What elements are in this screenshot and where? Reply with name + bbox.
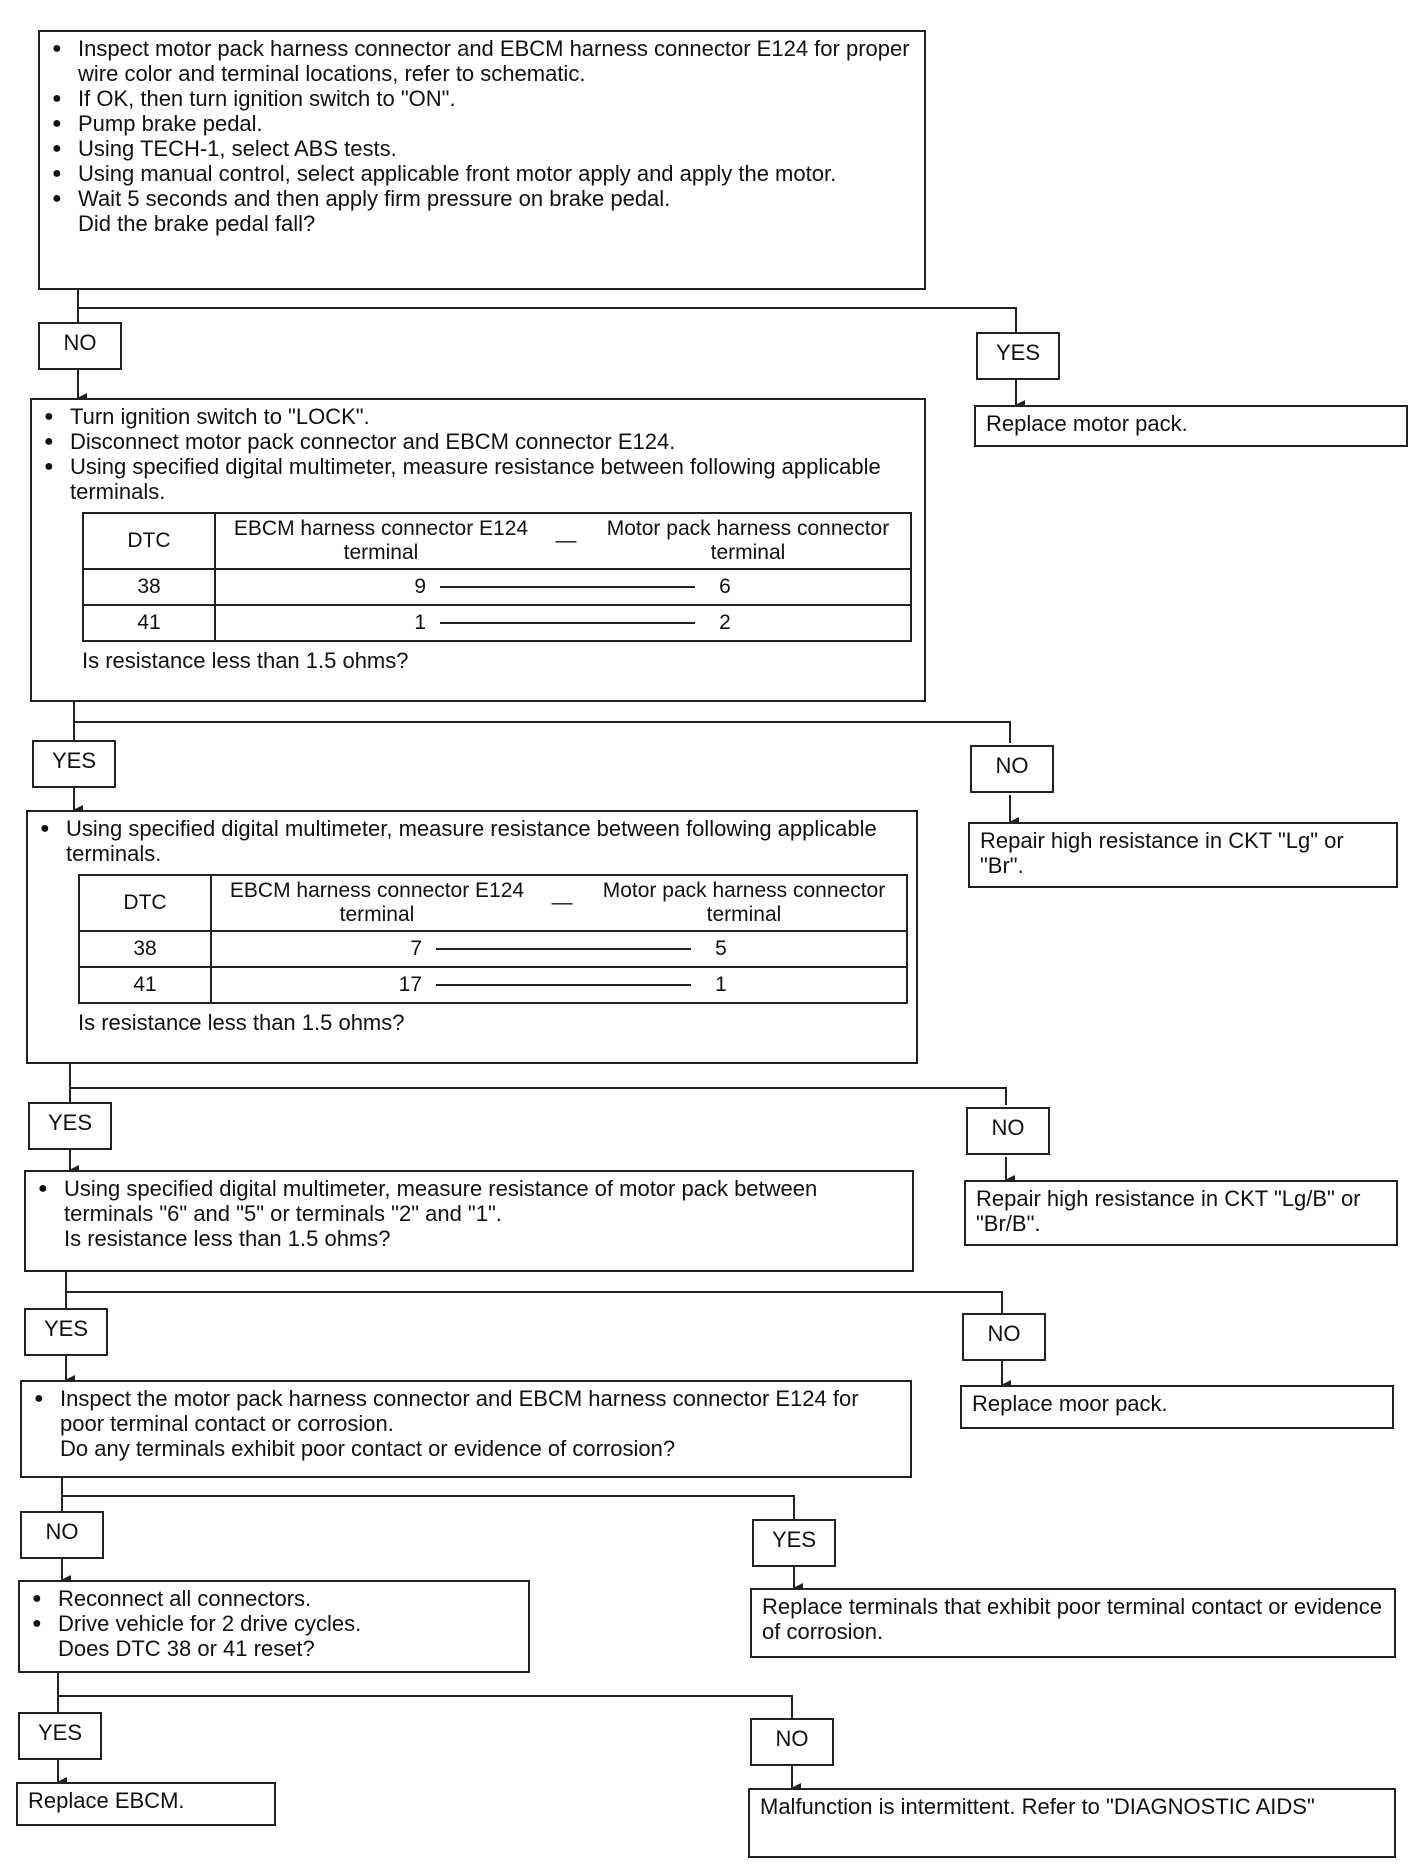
step2-row2-dtc: 41 [83, 605, 215, 641]
step3-col-dtc: DTC [79, 875, 211, 931]
step6-question: Does DTC 38 or 41 reset? [58, 1636, 315, 1661]
step6-box [18, 1580, 530, 1673]
step3-question: Is resistance less than 1.5 ohms? [78, 1010, 405, 1035]
step3-no-label: NO [966, 1107, 1050, 1155]
step5-yes-result [750, 1588, 1396, 1658]
step1-yes-result-text: Replace motor pack. [986, 411, 1188, 436]
step4-no-label: NO [962, 1313, 1046, 1361]
step1-item: ● Using manual control, select applicable front motor apply and apply the motor. [50, 161, 914, 186]
step3-no-result-text: Repair high resistance in CKT "Lg/B" or "Br/B". [976, 1186, 1361, 1236]
table-row [79, 931, 907, 967]
step2-col-dtc: DTC [83, 513, 215, 569]
connector-step4-branch [66, 1272, 1002, 1313]
step3-col-ebcm: EBCM harness connector E124 terminal [229, 879, 525, 926]
step6-no-result-text: Malfunction is intermittent. Refer to "DIAGNOSTIC AIDS" [760, 1794, 1315, 1819]
step2-row1-motor: 6 [719, 575, 731, 598]
step2-row2-ebcm: 1 [414, 611, 426, 634]
step1-item: ● If OK, then turn ignition switch to "ON". [50, 86, 914, 111]
step2-no-label: NO [970, 745, 1054, 793]
step2-item: ● Using specified digital multimeter, measure resistance between following applicable terminals. [42, 454, 914, 504]
step1-box [38, 30, 926, 290]
step5-item: ● Inspect the motor pack harness connector and EBCM harness connector E124 for poor terminal contact or corrosion. [32, 1386, 900, 1436]
connector-step1-branch [78, 290, 1016, 336]
step2-row1-wire [440, 586, 695, 588]
step6-item: ● Drive vehicle for 2 drive cycles. [30, 1611, 518, 1636]
step4-box [24, 1170, 914, 1272]
step2-no-result [968, 822, 1398, 888]
step4-no-result-text: Replace moor pack. [972, 1391, 1168, 1416]
step3-terminal-table [78, 874, 908, 1004]
step6-no-label: NO [750, 1718, 834, 1766]
step2-box [30, 398, 926, 702]
step5-yes-result-text: Replace terminals that exhibit poor terminal contact or evidence of corrosion. [762, 1594, 1382, 1644]
step2-row2-wire [440, 622, 695, 624]
step6-item: ● Reconnect all connectors. [30, 1586, 518, 1611]
step3-row1-ebcm: 7 [410, 937, 422, 960]
step2-col-motor: Motor pack harness connector terminal [606, 517, 890, 564]
step3-row1-motor: 5 [715, 937, 727, 960]
step4-item: ● Using specified digital multimeter, measure resistance of motor pack between terminals "6" and "5" or terminals "2" and "1". [36, 1176, 902, 1226]
step6-yes-label: YES [18, 1712, 102, 1760]
step2-terminal-table [82, 512, 912, 642]
table-row [83, 605, 911, 641]
connector-step2-branch [74, 702, 1010, 743]
step2-row1-ebcm: 9 [414, 575, 426, 598]
step4-question: Is resistance less than 1.5 ohms? [64, 1226, 391, 1251]
step2-col-dash: — [555, 529, 577, 552]
step3-row1-dtc: 38 [79, 931, 211, 967]
step1-yes-result [974, 405, 1408, 447]
step5-no-label: NO [20, 1511, 104, 1559]
step3-row2-motor: 1 [715, 973, 727, 996]
step6-no-result [748, 1788, 1396, 1858]
table-row [83, 569, 911, 605]
step1-yes-label: YES [976, 332, 1060, 380]
step4-no-result [960, 1385, 1394, 1429]
step5-box [20, 1380, 912, 1478]
connector-step3-branch [70, 1064, 1006, 1105]
step6-yes-result-text: Replace EBCM. [28, 1788, 185, 1813]
table-row [79, 967, 907, 1003]
step3-item: ● Using specified digital multimeter, measure resistance between following applicable terminals. [38, 816, 906, 866]
connector-step6-branch [58, 1673, 792, 1718]
step5-question: Do any terminals exhibit poor contact or evidence of corrosion? [60, 1436, 676, 1461]
step2-item: ● Turn ignition switch to "LOCK". [42, 404, 914, 429]
step3-row1-wire [436, 948, 691, 950]
step6-yes-result [16, 1782, 276, 1826]
step3-box [26, 810, 918, 1064]
step3-row2-wire [436, 984, 691, 986]
step2-col-ebcm: EBCM harness connector E124 terminal [233, 517, 529, 564]
step2-question: Is resistance less than 1.5 ohms? [82, 648, 409, 673]
step2-no-result-text: Repair high resistance in CKT "Lg" or "Br". [980, 828, 1344, 878]
step3-yes-label: YES [28, 1102, 112, 1150]
step5-yes-label: YES [752, 1519, 836, 1567]
step4-yes-label: YES [24, 1308, 108, 1356]
step1-no-label: NO [38, 322, 122, 370]
step1-item: ● Wait 5 seconds and then apply firm pressure on brake pedal. [50, 186, 914, 211]
step3-row2-ebcm: 17 [398, 973, 422, 996]
step2-yes-label: YES [32, 740, 116, 788]
step3-row2-dtc: 41 [79, 967, 211, 1003]
step2-row2-motor: 2 [719, 611, 731, 634]
step1-item: ● Using TECH-1, select ABS tests. [50, 136, 914, 161]
step2-row1-dtc: 38 [83, 569, 215, 605]
step1-question: Did the brake pedal fall? [78, 211, 316, 236]
step1-item: ● Inspect motor pack harness connector and EBCM harness connector E124 for proper wire color and terminal locations, refer to schematic. [50, 36, 914, 86]
connector-step5-branch [62, 1478, 794, 1519]
step1-item: ● Pump brake pedal. [50, 111, 914, 136]
step3-col-dash: — [551, 891, 573, 914]
step3-no-result [964, 1180, 1398, 1246]
step3-col-motor: Motor pack harness connector terminal [602, 879, 886, 926]
step2-item: ● Disconnect motor pack connector and EBCM connector E124. [42, 429, 914, 454]
